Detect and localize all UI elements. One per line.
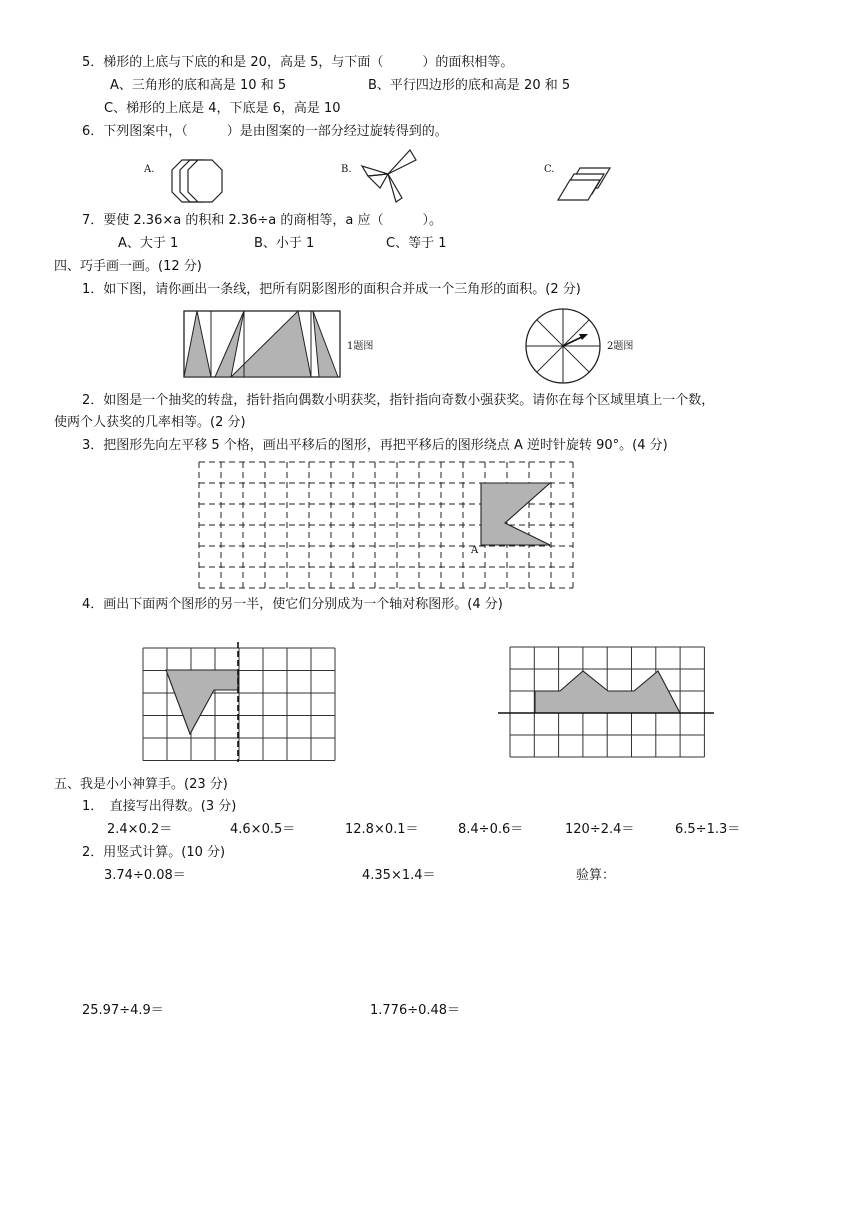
s4-q4: 4．画出下面两个图形的另一半，使它们分别成为一个轴对称图形。(4 分) [82,597,503,612]
q5-stem: 5．梯形的上底与下底的和是 20，高是 5，与下面（ ）的面积相等。 [82,55,514,70]
s4-q3: 3．把图形先向左平移 5 个格，画出平移后的图形，再把平移后的图形绕点 A 逆时针旋转 90°。(4 分) [82,438,668,453]
direct-calc-4: 8.4÷0.6＝ [458,822,524,837]
direct-calc-3: 12.8×0.1＝ [345,822,419,837]
q6-figure-a [168,158,230,206]
translation-grid [198,461,576,589]
direct-calc-5: 120÷2.4＝ [565,822,635,837]
shaded-triangles-figure [183,310,341,378]
q5-option-c: C、梯形的上底是 4，下底是 6，高是 10 [104,101,341,116]
direct-calc-1: 2.4×0.2＝ [107,822,173,837]
section5-title: 五、我是小小神算手。(23 分) [54,777,228,792]
s5-q1: 1． 直接写出得数。(3 分) [82,799,237,814]
q6-stem: 6．下列图案中，（ ）是由图案的一部分经过旋转得到的。 [82,124,448,139]
q6-figure-c [558,162,616,204]
section4-title: 四、巧手画一画。(12 分) [54,259,202,274]
fig1-label: 1题图 [347,341,374,352]
q7-option-a: A、大于 1 [118,236,179,251]
q5-option-a: A、三角形的底和高是 10 和 5 [110,78,287,93]
q7-option-c: C、等于 1 [386,236,447,251]
q7-stem: 7．要使 2.36×a 的积和 2.36÷a 的商相等，a 应（ ）。 [82,213,443,228]
q6-figure-b [360,148,424,206]
q6-label-b: B. [341,164,352,175]
vertical-calc-1: 3.74÷0.08＝ [104,868,186,883]
q5-option-b: B、平行四边形的底和高是 20 和 5 [368,78,571,93]
s4-q2-line1: 2．如图是一个抽奖的转盘，指针指向偶数小明获奖，指针指向奇数小强获奖。请你在每个区域里填上一个数， [82,393,715,408]
point-a-label: A [471,545,479,556]
direct-calc-6: 6.5÷1.3＝ [675,822,741,837]
fig2-label: 2题图 [607,341,634,352]
vertical-calc-4: 1.776÷0.48＝ [370,1003,461,1018]
symmetry-grid-left [142,638,340,762]
q6-label-c: C. [544,164,555,175]
symmetry-grid-right [498,645,714,761]
s4-q2-line2: 使两个人获奖的几率相等。(2 分) [54,415,246,430]
s5-q2: 2．用竖式计算。(10 分) [82,845,226,860]
check-label: 验算： [576,868,616,883]
lottery-spinner [524,307,602,385]
direct-calc-2: 4.6×0.5＝ [230,822,296,837]
s4-q1: 1．如下图，请你画出一条线，把所有阴影图形的面积合并成一个三角形的面积。(2 分) [82,282,581,297]
vertical-calc-2: 4.35×1.4＝ [362,868,436,883]
q7-option-b: B、小于 1 [254,236,315,251]
q6-label-a: A. [144,164,155,175]
vertical-calc-3: 25.97÷4.9＝ [82,1003,164,1018]
